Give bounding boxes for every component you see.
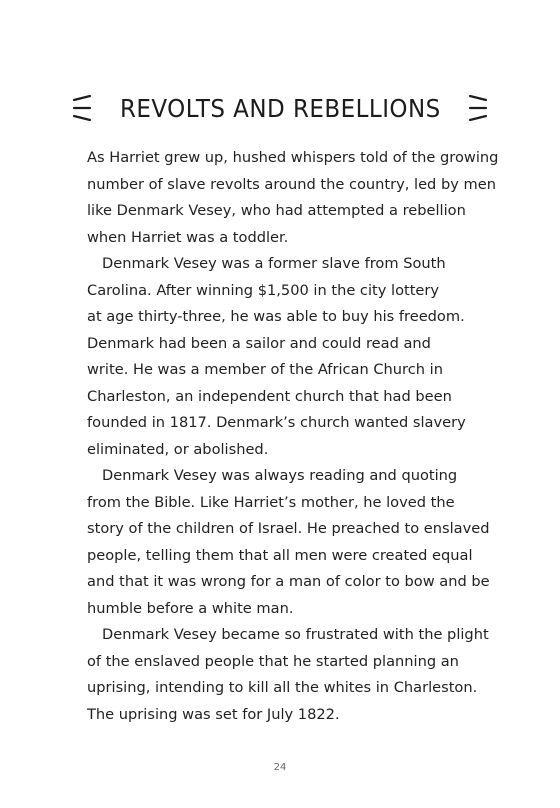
paragraph-4 bbox=[87, 622, 489, 728]
text-line: Denmark Vesey became so frustrated with the plight bbox=[102, 626, 489, 643]
paragraph-2 bbox=[87, 251, 467, 463]
text-line: uprising, intending to kill all the whites in Charleston. bbox=[87, 679, 478, 696]
decorative-left-flourish-icon bbox=[70, 94, 94, 122]
text-line: The uprising was set for July 1822. bbox=[87, 705, 340, 723]
text-line: and that it was wrong for a man of color to bow and be bbox=[87, 573, 490, 590]
text-line: Charleston, an independent church that had been bbox=[87, 387, 452, 405]
body-text bbox=[87, 145, 499, 728]
text-line: when Harriet was a toddler. bbox=[87, 228, 289, 246]
text-line: As Harriet grew up, hushed whispers told of the growing bbox=[87, 149, 499, 166]
text-line: like Denmark Vesey, who had attempted a rebellion bbox=[87, 202, 466, 219]
text-line: Denmark Vesey was a former slave from South bbox=[102, 255, 446, 272]
text-line: at age thirty-three, he was able to buy his freedom. bbox=[87, 308, 465, 325]
text-line: humble before a white man. bbox=[87, 599, 294, 617]
page-number: 24 bbox=[273, 762, 287, 773]
chapter-heading bbox=[0, 88, 560, 128]
text-line: story of the children of Israel. He preached to enslaved bbox=[87, 520, 490, 537]
paragraph-3 bbox=[87, 463, 490, 622]
text-line: write. He was a member of the African Church in bbox=[87, 361, 443, 378]
text-line: Denmark Vesey was always reading and quoting bbox=[102, 467, 458, 484]
decorative-right-flourish-icon bbox=[466, 94, 490, 122]
text-line: from the Bible. Like Harriet’s mother, he loved the bbox=[87, 493, 455, 511]
text-line: of the enslaved people that he started planning an bbox=[87, 652, 459, 670]
text-line: number of slave revolts around the country, led by men bbox=[87, 175, 496, 193]
text-line: people, telling them that all men were created equal bbox=[87, 546, 473, 564]
text-line: Carolina. After winning $1,500 in the city lottery bbox=[87, 281, 440, 299]
text-line: founded in 1817. Denmark’s church wanted slavery bbox=[87, 414, 466, 431]
chapter-title: REVOLTS AND REBELLIONS bbox=[119, 93, 441, 123]
text-line: eliminated, or abolished. bbox=[87, 440, 269, 458]
paragraph-1 bbox=[87, 145, 499, 251]
text-line: Denmark had been a sailor and could read and bbox=[87, 334, 431, 352]
